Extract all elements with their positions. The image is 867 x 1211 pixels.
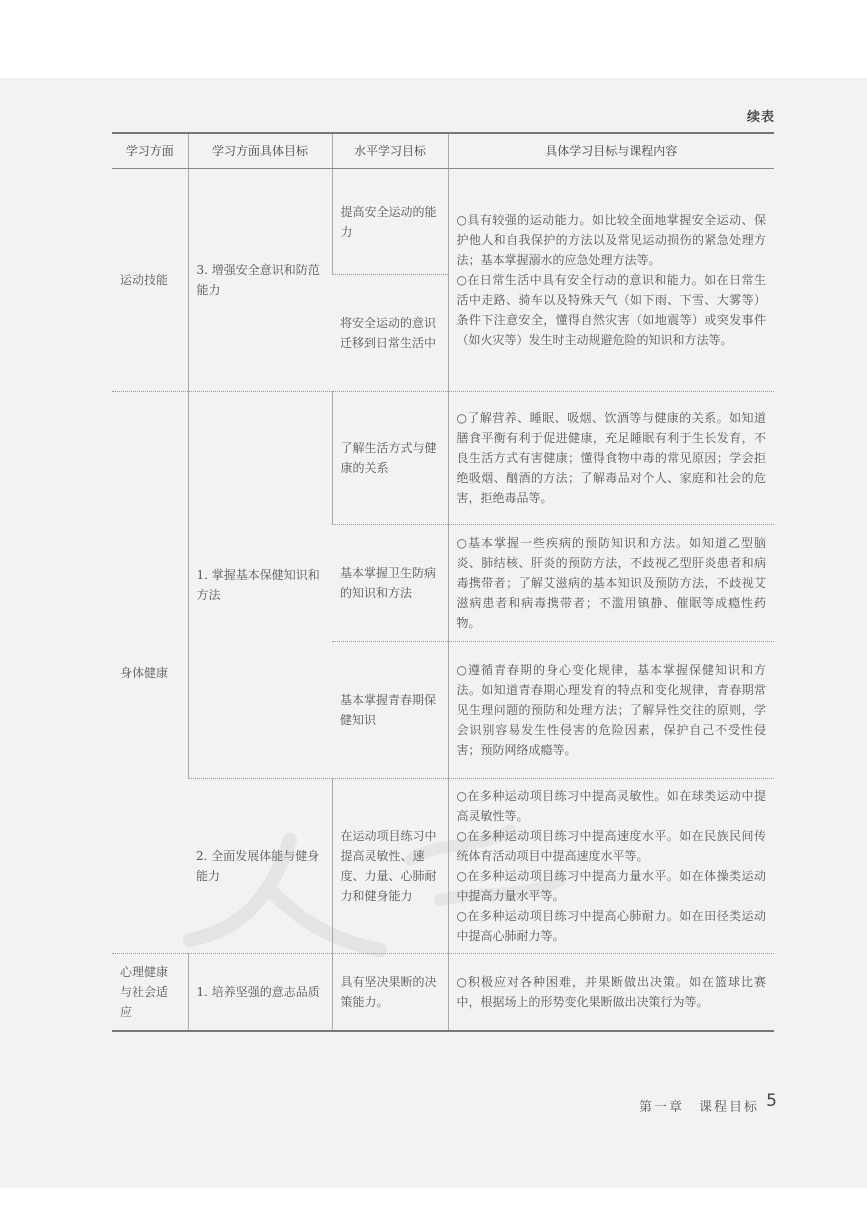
header-specific-goal: 学习方面具体目标 [188,133,332,169]
goal-cell: 2. 全面发展体能与健身能力 [188,779,332,954]
content-cell [448,954,774,1032]
chapter-title: 第一章 课程目标 [638,1100,759,1115]
header-aspect: 学习方面 [112,133,188,169]
goal-cell: 3. 增强安全意识和防范能力 [188,169,332,392]
table-row [112,169,774,275]
header-level-goal: 水平学习目标 [332,133,448,169]
level-cell: 了解生活方式与健康的关系 [332,392,448,525]
content-paragraph: ○遵循青春期的身心变化规律，基本掌握保健知识和方法。如知道青春期心理发育的特点和变化规律，青春期常见生理问题的预防和处理方法；了解异性交往的原则，学会识别容易发生性侵害的危险因素，保护自己不受性侵害；预防网络成瘾等。 [456,663,766,757]
table-header-row [112,133,774,169]
page-number: 5 [766,1091,777,1111]
content-paragraph: ○在多种运动项目练习中提高速度水平。如在民族民间传统体育活动项目中提高速度水平等。 [456,829,766,863]
content-paragraph: ○在日常生活中具有安全行动的意识和能力。如在日常生活中走路、骑车以及特殊天气（如下雨、下雪、大雾等）条件下注意安全，懂得自然灾害（如地震等）或突发事件（如火灾等）发生时主动规避危险的知识和方法等。 [456,273,766,347]
goal-cell: 1. 掌握基本保健知识和方法 [188,392,332,779]
aspect-cell: 运动技能 [112,169,188,392]
table-row [112,779,774,954]
content-paragraph: ○在多种运动项目练习中提高力量水平。如在体操类运动中提高力量水平等。 [456,869,766,903]
content-cell [448,392,774,525]
content-paragraph: ○了解营养、睡眠、吸烟、饮酒等与健康的关系。如知道膳食平衡有利于促进健康，充足睡眠有利于生长发育，不良生活方式有害健康；懂得食物中毒的常见原因；学会拒绝吸烟、酗酒的方法；了解毒品对个人、家庭和社会的危害，拒绝毒品等。 [456,411,766,505]
content-paragraph: ○在多种运动项目练习中提高心肺耐力。如在田径类运动中提高心肺耐力等。 [456,909,766,943]
table-row [112,392,774,525]
content-cell [448,642,774,779]
content-paragraph: ○积极应对各种困难，并果断做出决策。如在篮球比赛中，根据场上的形势变化果断做出决策行为等。 [456,975,766,1009]
level-cell: 将安全运动的意识迁移到日常生活中 [332,275,448,392]
content-paragraph: ○具有较强的运动能力。如比较全面地掌握安全运动、保护他人和自我保护的方法以及常见运动损伤的紧急处理方法；基本掌握溺水的应急处理方法等。 [456,213,766,267]
content-cell [448,169,774,392]
level-cell: 提高安全运动的能力 [332,169,448,275]
table-row [112,954,774,1032]
aspect-cell: 心理健康与社会适应 [112,954,188,1032]
content-paragraph: ○基本掌握一些疾病的预防知识和方法。如知道乙型脑炎、肺结核、肝炎的预防方法，不歧视乙型肝炎患者和病毒携带者；了解艾滋病的基本知识及预防方法，不歧视艾滋病患者和病毒携带者；不滥用镇静、催眠等成瘾性药物。 [456,536,766,630]
content-paragraph: ○在多种运动项目练习中提高灵敏性。如在球类运动中提高灵敏性等。 [456,789,766,823]
continued-label: 续表 [746,110,775,125]
curriculum-table [112,132,774,1032]
content-cell [448,779,774,954]
level-cell: 基本掌握卫生防病的知识和方法 [332,525,448,642]
header-content: 具体学习目标与课程内容 [448,133,774,169]
level-cell: 基本掌握青春期保健知识 [332,642,448,779]
content-cell [448,525,774,642]
level-cell: 在运动项目练习中提高灵敏性、速度、力量、心肺耐力和健身能力 [332,779,448,954]
goal-cell: 1. 培养坚强的意志品质 [188,954,332,1032]
aspect-cell: 身体健康 [112,392,188,954]
level-cell: 具有坚决果断的决策能力。 [332,954,448,1032]
